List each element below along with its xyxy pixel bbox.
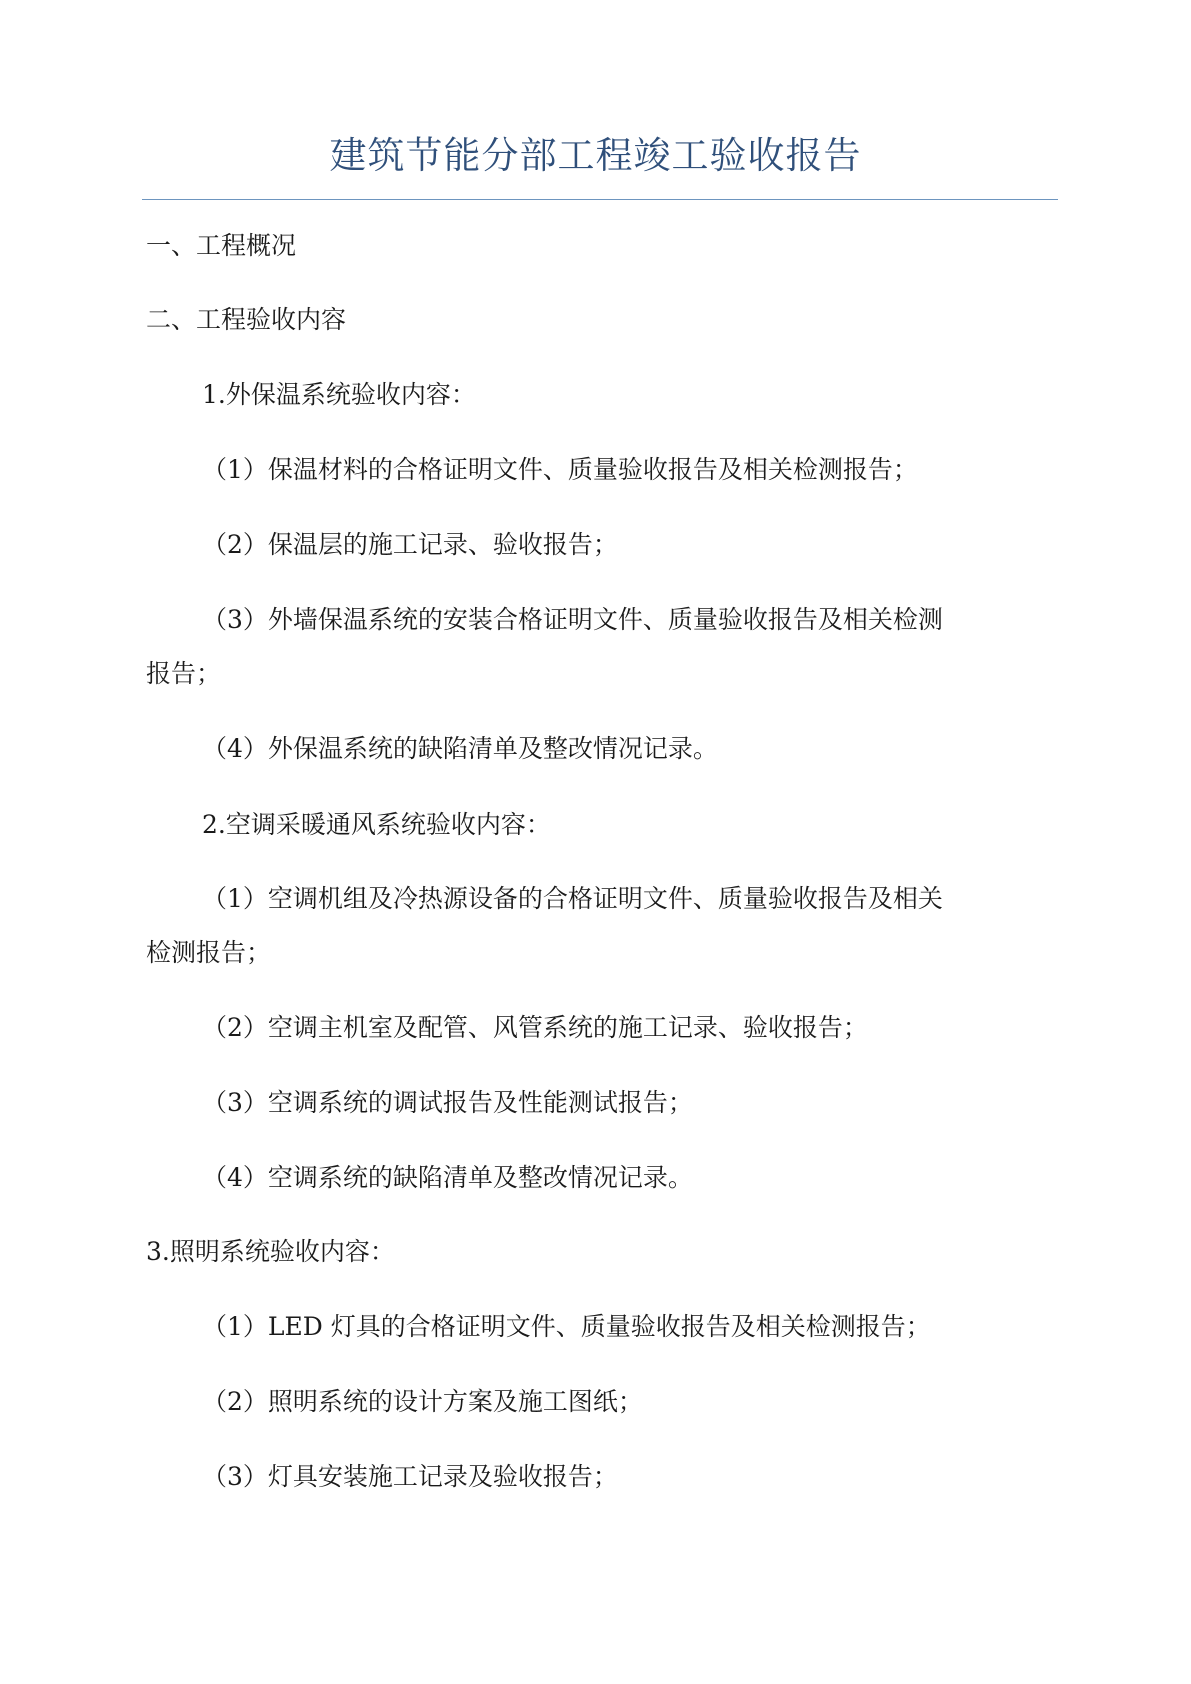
insulation-item-1: （1）保温材料的合格证明文件、质量验收报告及相关检测报告； — [202, 455, 918, 484]
hvac-item-1-continued: 检测报告； — [146, 938, 272, 967]
section-overview: 一、工程概况 — [146, 231, 297, 260]
insulation-heading: 1.外保温系统验收内容： — [202, 380, 476, 409]
insulation-item-3: （3）外墙保温系统的安装合格证明文件、质量验收报告及相关检测 — [202, 605, 943, 634]
lighting-heading: 3.照明系统验收内容： — [146, 1237, 395, 1266]
section-acceptance-content: 二、工程验收内容 — [146, 305, 347, 334]
lighting-item-2: （2）照明系统的设计方案及施工图纸； — [202, 1387, 643, 1416]
insulation-item-3-continued: 报告； — [146, 659, 222, 688]
document-title: 建筑节能分部工程竣工验收报告 — [329, 134, 862, 177]
title-underline — [142, 199, 1058, 200]
hvac-heading: 2.空调采暖通风系统验收内容： — [202, 810, 551, 839]
lighting-item-1: （1）LED 灯具的合格证明文件、质量验收报告及相关检测报告； — [202, 1312, 931, 1341]
insulation-item-2: （2）保温层的施工记录、验收报告； — [202, 530, 618, 559]
hvac-item-4: （4）空调系统的缺陷清单及整改情况记录。 — [202, 1163, 693, 1192]
hvac-item-3: （3）空调系统的调试报告及性能测试报告； — [202, 1088, 693, 1117]
insulation-item-4: （4）外保温系统的缺陷清单及整改情况记录。 — [202, 734, 718, 763]
hvac-item-2: （2）空调主机室及配管、风管系统的施工记录、验收报告； — [202, 1013, 868, 1042]
hvac-item-1: （1）空调机组及冷热源设备的合格证明文件、质量验收报告及相关 — [202, 884, 943, 913]
lighting-item-3: （3）灯具安装施工记录及验收报告； — [202, 1462, 618, 1491]
